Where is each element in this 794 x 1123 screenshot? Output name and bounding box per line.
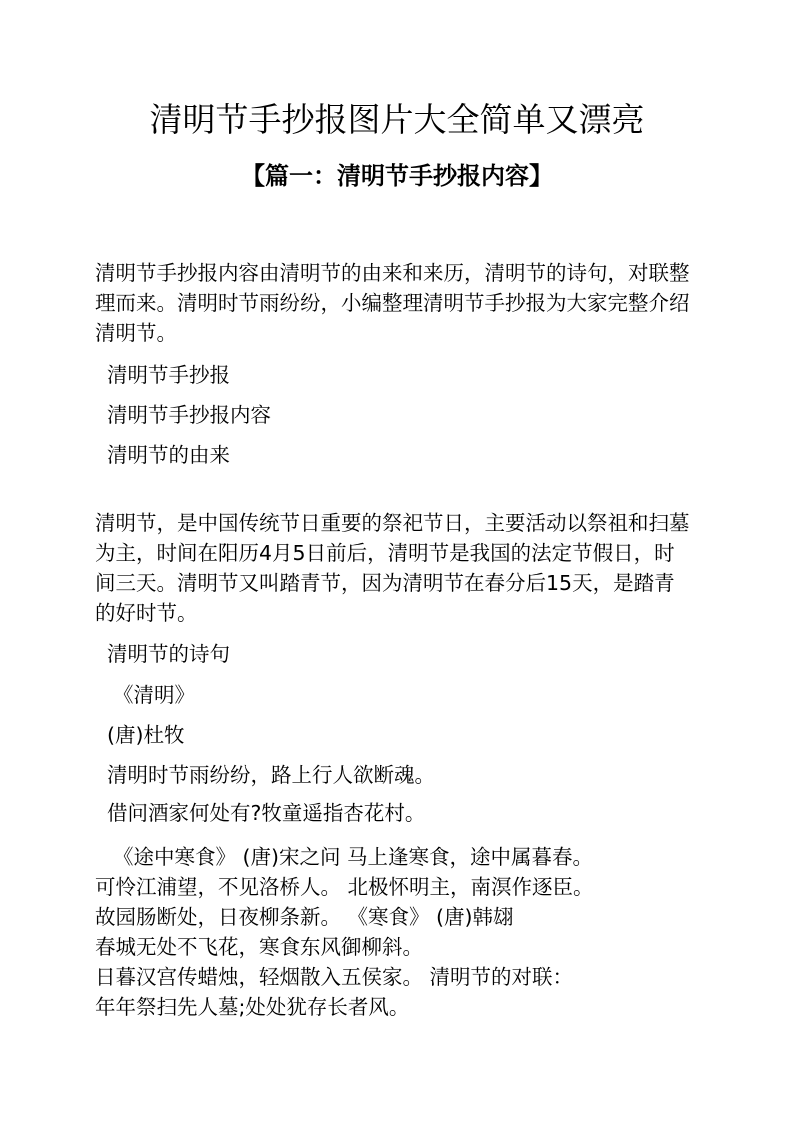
poem-line: 清明时节雨纷纷，路上行人欲断魂。 [107, 763, 435, 787]
text-line: 《途中寒食》 (唐)宋之问 马上逢寒食，途中属暮春。 [113, 845, 594, 869]
page-title: 清明节手抄报图片大全简单又漂亮 [149, 100, 645, 139]
text-line: 春城无处不飞花，寒食东风御柳斜。 [95, 935, 423, 959]
origin-paragraph: 清明节，是中国传统节日重要的祭祀节日，主要活动以祭祖和扫墓为主，时间在阳历4月5日前后，清明节是我国的法定节假日，时间三天。清明节又叫踏青节，因为清明节在春分后15天，是踏青的好时节。 [95, 511, 690, 625]
intro-paragraph: 清明节手抄报内容由清明节的由来和来历，清明节的诗句，对联整理而来。清明时节雨纷纷，小编整理清明节手抄报为大家完整介绍清明节。 [95, 261, 690, 345]
list-item: 清明节手抄报 [107, 363, 230, 387]
text-line: 日暮汉宫传蜡烛，轻烟散入五侯家。 清明节的对联： [95, 965, 574, 989]
section-heading: 【篇一：清明节手抄报内容】 [241, 162, 553, 190]
text-line: 年年祭扫先人墓;处处犹存长者风。 [95, 995, 410, 1019]
text-line: 可怜江浦望，不见洛桥人。 北极怀明主，南溟作逐臣。 [95, 875, 594, 899]
poems-heading: 清明节的诗句 [107, 642, 230, 666]
poem-line: 借问酒家何处有?牧童遥指杏花村。 [107, 801, 426, 825]
text-line: 故园肠断处，日夜柳条新。 《寒食》 (唐)韩翃 [95, 905, 514, 929]
poem-title: 《清明》 [113, 683, 195, 707]
list-item: 清明节手抄报内容 [107, 403, 271, 427]
list-item: 清明节的由来 [107, 443, 230, 467]
poem-author: (唐)杜牧 [107, 723, 185, 747]
